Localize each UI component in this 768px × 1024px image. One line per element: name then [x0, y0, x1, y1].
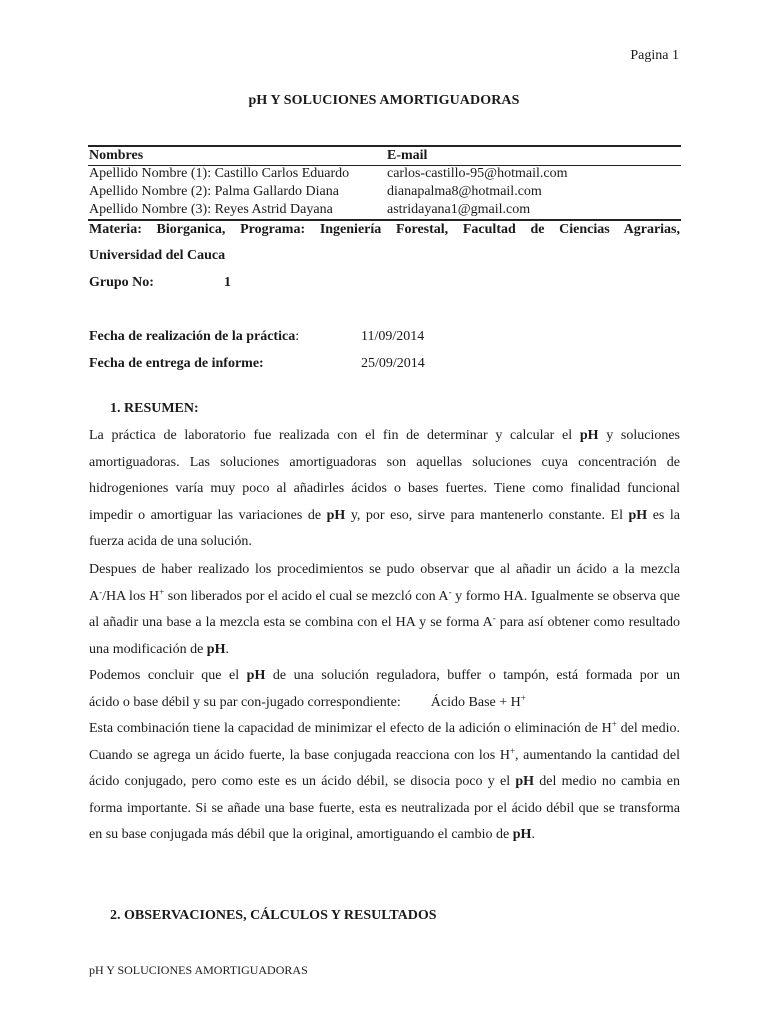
fecha-realizacion — [89, 329, 299, 345]
section-heading-resumen: 1. RESUMEN: — [110, 401, 199, 416]
section-heading-observaciones: 2. OBSERVACIONES, CÁLCULOS Y RESULTADOS — [110, 908, 437, 923]
grupo-value: 1 — [224, 275, 231, 290]
fecha-realizacion-value: 11/09/2014 — [361, 329, 425, 344]
paragraph-4: Esta combinación tiene la capacidad de minimizar el efecto de la adición o eliminación de H+ del medio. Cuando se agrega un ácido fuerte, la base conjugada reacciona con los H+, aumentando la cantidad del ácido conjugado, pero como este es un ácido débil, se disocia poco y el pH del medio no cambia en forma importante. Si se añade una base fuerte, esta es neutralizada por el ácido débil que se transforma en su base conjugada más débil que la original, amortiguando el cambio de pH. — [89, 719, 680, 842]
author-name-3: Apellido Nombre (3): Reyes Astrid Dayana — [89, 202, 333, 217]
fecha-realizacion-colon: : — [295, 329, 300, 344]
table-bottom-rule — [88, 219, 681, 221]
page-footer: pH Y SOLUCIONES AMORTIGUADORAS — [89, 963, 308, 977]
author-name-2: Apellido Nombre (2): Palma Gallardo Diana — [89, 184, 339, 199]
materia-line-2: Universidad del Cauca — [89, 248, 226, 263]
page-number: Pagina 1 — [630, 48, 679, 63]
document-title: pH Y SOLUCIONES AMORTIGUADORAS — [248, 93, 520, 108]
paragraph-2: Despues de haber realizado los procedimientos se pudo observar que al añadir un ácido a la mezcla A-/HA los H+ son liberados por el acido el cual se mezcló con A- y formo HA. Igualmente se observa que al añadir una base a la mezcla esta se combina con el HA y se forma A- para así obtener como resultado una modificación de pH. — [89, 562, 681, 657]
author-email-3: astridayana1@gmail.com — [387, 202, 531, 217]
table-header-email: E-mail — [387, 148, 428, 163]
table-top-rule — [88, 145, 681, 147]
buffer-equation: Ácido Base + H+ — [430, 692, 526, 710]
fecha-entrega-value: 25/09/2014 — [361, 356, 425, 371]
materia-line: Materia: Biorganica, Programa: Ingeniería Forestal, Facultad de Ciencias Agrarias, — [89, 222, 680, 237]
author-email-2: dianapalma8@hotmail.com — [387, 184, 542, 199]
paragraph-3: Podemos concluir que el pH de una solución reguladora, buffer o tampón, está formada por un ácido o base débil y su par con-jugado correspondiente: Ácido Base + H+ — [89, 668, 680, 710]
paragraph-1: La práctica de laboratorio fue realizada con el fin de determinar y calcular el pH y soluciones amortiguadoras. Las soluciones amortiguadoras son aquellas soluciones cuya concentración de hidrogeniones varía muy poco al añadirles ácidos o bases fuertes. Tiene como finalidad funcional impedir o amortiguar las variaciones de pH y, por eso, sirve para mantenerlo constante. El pH es la fuerza acida de una solución. — [89, 428, 680, 549]
grupo-label: Grupo No: — [89, 275, 154, 290]
table-header-nombres: Nombres — [89, 148, 144, 163]
author-name-1: Apellido Nombre (1): Castillo Carlos Eduardo — [89, 166, 350, 181]
author-email-1: carlos-castillo-95@hotmail.com — [387, 166, 568, 181]
fecha-realizacion-label: Fecha de realización de la práctica — [89, 329, 296, 344]
fecha-entrega-label: Fecha de entrega de informe: — [89, 356, 264, 371]
